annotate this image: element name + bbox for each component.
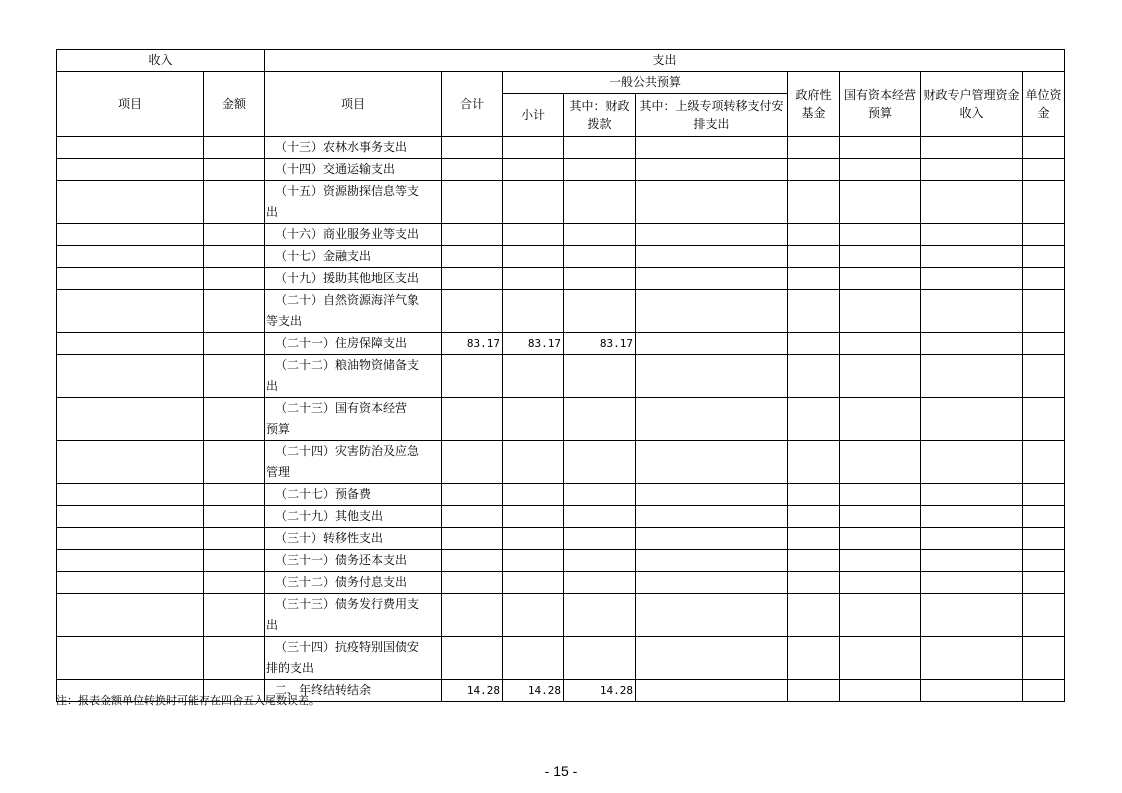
total-cell	[442, 268, 503, 290]
table-row	[57, 333, 1065, 355]
special-account-cell	[921, 528, 1023, 550]
income-item-header: 项目	[57, 72, 204, 137]
total-cell	[442, 137, 503, 159]
state-capital-cell	[840, 290, 921, 333]
expense-item-label: （十六）商业服务业等支出	[275, 227, 420, 241]
income-amount-cell	[204, 137, 265, 159]
income-amount-cell	[204, 268, 265, 290]
income-item-cell	[57, 355, 204, 398]
subtotal-cell	[503, 441, 564, 484]
subtotal-cell	[503, 506, 564, 528]
table-row	[57, 137, 1065, 159]
expense-item-label: （二十二）粮油物资储备支 出	[266, 358, 420, 393]
transfer-cell	[636, 355, 788, 398]
special-account-cell	[921, 355, 1023, 398]
fiscal-cell	[564, 355, 636, 398]
total-cell	[442, 290, 503, 333]
transfer-cell	[636, 181, 788, 224]
table-row	[57, 441, 1065, 484]
state-capital-cell	[840, 181, 921, 224]
state-capital-cell	[840, 246, 921, 268]
total-header: 合计	[442, 72, 503, 137]
unit-fund-cell	[1023, 441, 1065, 484]
transfer-cell	[636, 680, 788, 702]
gov-fund-cell	[788, 550, 840, 572]
income-amount-cell	[204, 572, 265, 594]
expense-item-cell	[265, 572, 442, 594]
income-item-cell	[57, 224, 204, 246]
fiscal-cell	[564, 224, 636, 246]
expense-header: 支出	[265, 50, 1065, 72]
unit-fund-header: 单位资金	[1023, 72, 1065, 137]
special-account-cell	[921, 441, 1023, 484]
expense-item-label: （十三）农林水事务支出	[275, 140, 408, 154]
total-cell	[442, 594, 503, 637]
table-row	[57, 506, 1065, 528]
total-cell	[442, 224, 503, 246]
expense-item-cell	[265, 484, 442, 506]
subtotal-cell	[503, 550, 564, 572]
subtotal-header: 小计	[503, 94, 564, 137]
income-amount-cell	[204, 159, 265, 181]
gov-fund-cell	[788, 224, 840, 246]
income-item-cell	[57, 594, 204, 637]
unit-fund-cell	[1023, 594, 1065, 637]
fiscal-cell	[564, 159, 636, 181]
subtotal-cell	[503, 637, 564, 680]
gov-fund-cell	[788, 355, 840, 398]
expense-item-label: （三十三）债务发行费用支 出	[266, 597, 420, 632]
income-amount-cell	[204, 484, 265, 506]
income-amount-cell	[204, 637, 265, 680]
expense-item-cell	[265, 355, 442, 398]
income-amount-cell	[204, 550, 265, 572]
expense-item-cell	[265, 528, 442, 550]
unit-fund-cell	[1023, 224, 1065, 246]
total-cell	[442, 398, 503, 441]
transfer-cell	[636, 268, 788, 290]
expense-item-label: （三十二）债务付息支出	[275, 575, 408, 589]
fiscal-cell	[564, 484, 636, 506]
fiscal-cell	[564, 550, 636, 572]
income-amount-cell	[204, 594, 265, 637]
general-budget-header: 一般公共预算	[503, 72, 788, 94]
state-capital-cell	[840, 224, 921, 246]
expense-item-label: （二十四）灾害防治及应急 管理	[266, 444, 420, 479]
transfer-header: 其中：上级专项转移支付安排支出	[636, 94, 788, 137]
total-cell: 14.28	[442, 680, 503, 702]
fiscal-cell	[564, 637, 636, 680]
unit-fund-cell	[1023, 137, 1065, 159]
unit-fund-cell	[1023, 484, 1065, 506]
gov-fund-cell	[788, 333, 840, 355]
expense-item-cell	[265, 268, 442, 290]
income-item-cell	[57, 159, 204, 181]
expense-item-label: （十四）交通运输支出	[275, 162, 396, 176]
income-amount-cell	[204, 290, 265, 333]
expense-item-cell	[265, 246, 442, 268]
special-account-cell	[921, 224, 1023, 246]
table-row	[57, 246, 1065, 268]
expense-item-label: 二、年终结转结余	[275, 683, 372, 697]
transfer-cell	[636, 550, 788, 572]
special-account-cell	[921, 484, 1023, 506]
fiscal-cell	[564, 398, 636, 441]
header-row-2	[57, 72, 1065, 94]
subtotal-cell	[503, 484, 564, 506]
table-row	[57, 594, 1065, 637]
transfer-cell	[636, 637, 788, 680]
unit-fund-cell	[1023, 246, 1065, 268]
total-cell	[442, 550, 503, 572]
fiscal-header: 其中：财政拨款	[564, 94, 636, 137]
total-cell	[442, 181, 503, 224]
total-cell	[442, 159, 503, 181]
state-capital-cell	[840, 528, 921, 550]
state-capital-cell	[840, 637, 921, 680]
subtotal-cell	[503, 290, 564, 333]
expense-item-label: （二十）自然资源海洋气象 等支出	[266, 293, 420, 328]
income-amount-cell	[204, 506, 265, 528]
income-item-cell	[57, 528, 204, 550]
special-account-cell	[921, 181, 1023, 224]
gov-fund-cell	[788, 246, 840, 268]
table-row	[57, 159, 1065, 181]
subtotal-cell: 83.17	[503, 333, 564, 355]
expense-item-cell	[265, 181, 442, 224]
gov-fund-cell	[788, 137, 840, 159]
income-item-cell	[57, 137, 204, 159]
expense-item-cell	[265, 224, 442, 246]
income-item-cell	[57, 181, 204, 224]
expense-item-cell	[265, 506, 442, 528]
expense-item-label: （三十一）债务还本支出	[275, 553, 408, 567]
total-cell	[442, 441, 503, 484]
expense-item-label: （三十）转移性支出	[275, 531, 384, 545]
special-account-cell	[921, 290, 1023, 333]
income-item-cell	[57, 484, 204, 506]
expense-item-header: 项目	[265, 72, 442, 137]
state-capital-cell	[840, 355, 921, 398]
transfer-cell	[636, 159, 788, 181]
fiscal-cell	[564, 528, 636, 550]
gov-fund-cell	[788, 594, 840, 637]
fiscal-cell	[564, 594, 636, 637]
expense-item-cell	[265, 159, 442, 181]
subtotal-cell	[503, 572, 564, 594]
transfer-cell	[636, 333, 788, 355]
special-account-header: 财政专户管理资金收入	[921, 72, 1023, 137]
gov-fund-cell	[788, 506, 840, 528]
income-amount-cell	[204, 181, 265, 224]
subtotal-cell	[503, 268, 564, 290]
table-row	[57, 290, 1065, 333]
transfer-cell	[636, 441, 788, 484]
unit-fund-cell	[1023, 572, 1065, 594]
subtotal-cell	[503, 528, 564, 550]
subtotal-cell	[503, 594, 564, 637]
total-cell	[442, 637, 503, 680]
expense-item-cell	[265, 333, 442, 355]
special-account-cell	[921, 506, 1023, 528]
transfer-cell	[636, 528, 788, 550]
table-row	[57, 181, 1065, 224]
state-capital-cell	[840, 594, 921, 637]
subtotal-cell	[503, 159, 564, 181]
state-capital-header: 国有资本经营预算	[840, 72, 921, 137]
special-account-cell	[921, 637, 1023, 680]
table-row	[57, 528, 1065, 550]
expense-item-cell	[265, 137, 442, 159]
table-row	[57, 355, 1065, 398]
income-amount-cell	[204, 528, 265, 550]
table-row	[57, 224, 1065, 246]
unit-fund-cell	[1023, 398, 1065, 441]
table-row	[57, 550, 1065, 572]
special-account-cell	[921, 398, 1023, 441]
expense-item-cell	[265, 441, 442, 484]
fiscal-cell	[564, 290, 636, 333]
table-row	[57, 572, 1065, 594]
gov-fund-cell	[788, 637, 840, 680]
expense-item-cell	[265, 550, 442, 572]
gov-fund-cell	[788, 398, 840, 441]
gov-fund-cell	[788, 484, 840, 506]
total-cell	[442, 572, 503, 594]
fiscal-cell	[564, 246, 636, 268]
fiscal-cell	[564, 506, 636, 528]
gov-fund-cell	[788, 572, 840, 594]
special-account-cell	[921, 333, 1023, 355]
special-account-cell	[921, 572, 1023, 594]
income-item-cell	[57, 550, 204, 572]
income-amount-cell	[204, 441, 265, 484]
unit-fund-cell	[1023, 506, 1065, 528]
income-amount-cell	[204, 224, 265, 246]
state-capital-cell	[840, 572, 921, 594]
state-capital-cell	[840, 268, 921, 290]
expense-item-label: （二十三）国有资本经营 预算	[266, 401, 408, 436]
unit-fund-cell	[1023, 268, 1065, 290]
transfer-cell	[636, 506, 788, 528]
expense-item-label: （三十四）抗疫特别国债安 排的支出	[266, 640, 420, 675]
subtotal-cell	[503, 246, 564, 268]
unit-fund-cell	[1023, 550, 1065, 572]
income-item-cell	[57, 506, 204, 528]
expense-item-cell	[265, 594, 442, 637]
subtotal-cell	[503, 137, 564, 159]
unit-fund-cell	[1023, 637, 1065, 680]
unit-fund-cell	[1023, 159, 1065, 181]
unit-fund-cell	[1023, 181, 1065, 224]
expense-item-cell	[265, 398, 442, 441]
subtotal-cell	[503, 181, 564, 224]
total-cell	[442, 484, 503, 506]
special-account-cell	[921, 268, 1023, 290]
gov-fund-cell	[788, 159, 840, 181]
transfer-cell	[636, 572, 788, 594]
unit-fund-cell	[1023, 290, 1065, 333]
transfer-cell	[636, 398, 788, 441]
transfer-cell	[636, 137, 788, 159]
expense-item-label: （十九）援助其他地区支出	[275, 271, 420, 285]
unit-fund-cell	[1023, 528, 1065, 550]
income-item-cell	[57, 441, 204, 484]
expense-item-cell	[265, 290, 442, 333]
expense-item-label: （二十七）预备费	[275, 487, 372, 501]
special-account-cell	[921, 594, 1023, 637]
subtotal-cell: 14.28	[503, 680, 564, 702]
state-capital-cell	[840, 550, 921, 572]
income-item-cell	[57, 572, 204, 594]
expense-item-label: （十七）金融支出	[275, 249, 372, 263]
transfer-cell	[636, 290, 788, 333]
expense-item-label: （十五）资源勘探信息等支 出	[266, 184, 420, 219]
unit-fund-cell	[1023, 333, 1065, 355]
state-capital-cell	[840, 484, 921, 506]
table-row	[57, 637, 1065, 680]
gov-fund-cell	[788, 268, 840, 290]
state-capital-cell	[840, 680, 921, 702]
fiscal-cell	[564, 137, 636, 159]
income-item-cell	[57, 333, 204, 355]
income-item-cell	[57, 290, 204, 333]
state-capital-cell	[840, 137, 921, 159]
transfer-cell	[636, 484, 788, 506]
income-amount-cell	[204, 333, 265, 355]
fiscal-cell	[564, 268, 636, 290]
special-account-cell	[921, 159, 1023, 181]
unit-fund-cell	[1023, 355, 1065, 398]
transfer-cell	[636, 246, 788, 268]
state-capital-cell	[840, 506, 921, 528]
budget-table	[56, 49, 1065, 702]
income-item-cell	[57, 398, 204, 441]
special-account-cell	[921, 680, 1023, 702]
fiscal-cell: 83.17	[564, 333, 636, 355]
state-capital-cell	[840, 159, 921, 181]
state-capital-cell	[840, 333, 921, 355]
total-cell: 83.17	[442, 333, 503, 355]
state-capital-cell	[840, 441, 921, 484]
gov-fund-cell	[788, 181, 840, 224]
income-item-cell	[57, 637, 204, 680]
income-amount-cell	[204, 398, 265, 441]
special-account-cell	[921, 246, 1023, 268]
table-row	[57, 398, 1065, 441]
income-amount-header: 金额	[204, 72, 265, 137]
income-item-cell	[57, 246, 204, 268]
table-row	[57, 484, 1065, 506]
transfer-cell	[636, 224, 788, 246]
expense-item-label: （二十九）其他支出	[275, 509, 384, 523]
header-row-1	[57, 50, 1065, 72]
fiscal-cell	[564, 441, 636, 484]
gov-fund-cell	[788, 290, 840, 333]
special-account-cell	[921, 550, 1023, 572]
gov-fund-header: 政府性基金	[788, 72, 840, 137]
table-row	[57, 268, 1065, 290]
transfer-cell	[636, 594, 788, 637]
gov-fund-cell	[788, 528, 840, 550]
fiscal-cell	[564, 181, 636, 224]
special-account-cell	[921, 137, 1023, 159]
fiscal-cell	[564, 572, 636, 594]
subtotal-cell	[503, 224, 564, 246]
gov-fund-cell	[788, 441, 840, 484]
unit-fund-cell	[1023, 680, 1065, 702]
subtotal-cell	[503, 355, 564, 398]
expense-item-label: （二十一）住房保障支出	[275, 336, 408, 350]
gov-fund-cell	[788, 680, 840, 702]
fiscal-cell: 14.28	[564, 680, 636, 702]
total-cell	[442, 506, 503, 528]
expense-item-cell	[265, 637, 442, 680]
total-cell	[442, 246, 503, 268]
income-amount-cell	[204, 355, 265, 398]
total-cell	[442, 355, 503, 398]
state-capital-cell	[840, 398, 921, 441]
footnote: 注：报表金额单位转换时可能存在四舍五入尾数误差。	[56, 694, 320, 707]
page-number: - 15 -	[544, 763, 578, 779]
income-header: 收入	[57, 50, 265, 72]
income-item-cell	[57, 268, 204, 290]
total-cell	[442, 528, 503, 550]
income-amount-cell	[204, 246, 265, 268]
subtotal-cell	[503, 398, 564, 441]
